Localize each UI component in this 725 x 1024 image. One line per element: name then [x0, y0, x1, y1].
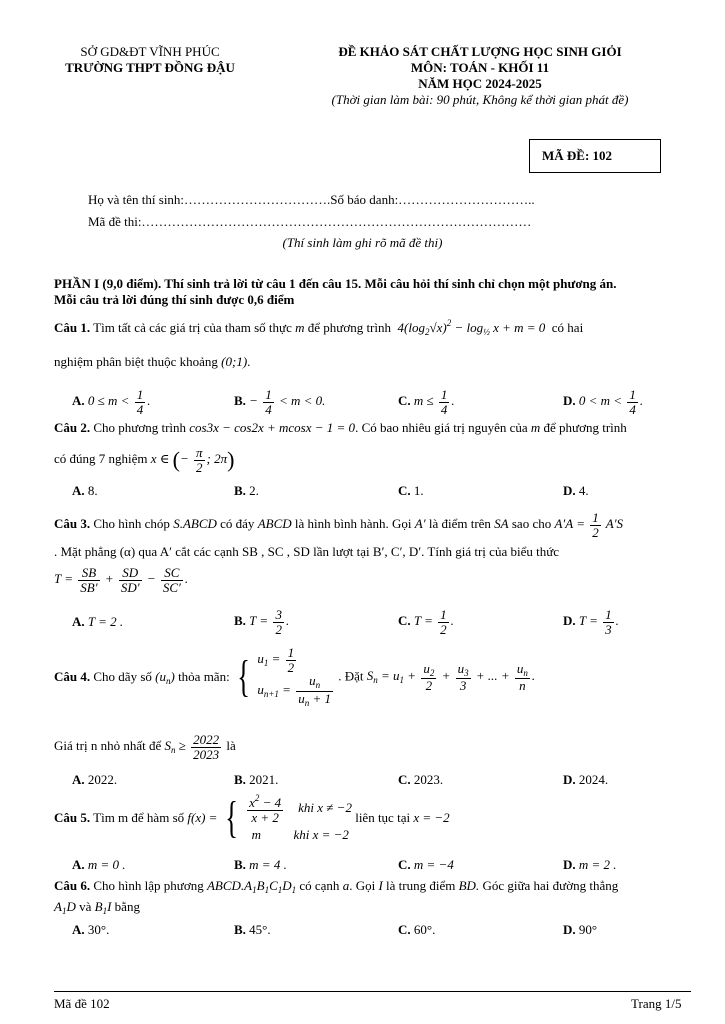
exam-code-box: MÃ ĐỀ: 102: [529, 139, 661, 173]
part1-heading: PHẦN I (9,0 điểm). Thí sinh trả lời từ câu 1 đến câu 15. Mỗi câu hỏi thí sinh chỉ chọn một phương án.: [54, 276, 617, 291]
q4-stem: Câu 4. Cho dãy số $(u_n)$ thỏa mãn: { $u_1$ = $\frac{1}{2}$ $u_{n+1}$ = $\frac{u_n}{u_n + 1}$ . Đặt $S_n = u_1$ + $\frac{u_2}{2}$ + $\frac{u_3}{3}$ + ... + $\frac{u_n}{n}$ .: [54, 645, 536, 708]
time-note: (Thời gian làm bài: 90 phút, Không kể thời gian phát đề): [331, 92, 629, 107]
header-right: [270, 44, 690, 108]
q5-option-d[interactable]: D. m = 2 .: [563, 857, 617, 872]
footer-page-number: Trang 1/5: [631, 996, 682, 1011]
exam-year: NĂM HỌC 2024-2025: [418, 76, 542, 91]
school-name: TRƯỜNG THPT ĐỒNG ĐẬU: [65, 60, 235, 75]
q2-stem: Câu 2. Cho phương trình cos3x − cos2x + mcosx − 1 = 0. Có bao nhiêu giá trị nguyên của m để phương trình: [54, 420, 627, 435]
q3-option-a[interactable]: A. T = 2 .: [72, 614, 124, 629]
q5-option-c[interactable]: C. m = −4: [398, 857, 454, 872]
q1-option-a[interactable]: A. 0 ≤ m < $\frac{1}{4}$ .: [72, 387, 151, 417]
q6-stem-2: $A_1D$ và $B_1I$ bằng: [54, 899, 140, 916]
q3-expression: T = $\frac{SB}{SB'}$ + $\frac{SD}{SD'}$ − $\frac{SC}{SC'}$ .: [54, 565, 189, 595]
footer-exam-code: Mã đề 102: [54, 996, 110, 1011]
q5-option-a[interactable]: A. m = 0 .: [72, 857, 126, 872]
q1-equation: $4(\log_2√x)^2 - \log_{\frac{1}{2}} x + m = 0$: [394, 318, 549, 337]
exam-subject: MÔN: TOÁN - KHỐI 11: [410, 60, 550, 75]
q6-label: Câu 6.: [54, 878, 91, 893]
q6-stem: Câu 6. Cho hình lập phương $ABCD.A_1B_1C_1D_1$ có cạnh a. Gọi I là trung điểm BD. Góc giữa hai đường thẳng: [54, 878, 619, 895]
q1-stem-2: nghiệm phân biệt thuộc khoảng (0;1).: [54, 354, 251, 369]
q6-option-c[interactable]: C. 60°.: [398, 922, 436, 937]
q5-label: Câu 5.: [54, 810, 91, 826]
q3-option-d[interactable]: D. T = $\frac{1}{3}$ .: [563, 607, 619, 637]
q2-option-a[interactable]: A. 8.: [72, 483, 98, 498]
q2-label: Câu 2.: [54, 420, 91, 435]
q6-option-b[interactable]: B. 45°.: [234, 922, 271, 937]
q2-stem-2: có đúng 7 nghiệm x ∈ (− $\frac{\pi}{2}$ ; 2π): [54, 445, 235, 475]
q5-option-b[interactable]: B. m = 4 .: [234, 857, 287, 872]
q3-option-b[interactable]: B. T = $\frac{3}{2}$ .: [234, 607, 290, 637]
q5-stem: Câu 5. Tìm m để hàm số f(x) = { $\frac{x^2 - 4}{x + 2}$ khi x ≠ −2 m khi x = −2 liên tục tại x = −2: [54, 793, 450, 843]
department-name: SỞ GD&ĐT VĨNH PHÚC: [80, 44, 220, 59]
footer-divider: [54, 991, 691, 992]
q1-option-d[interactable]: D. 0 < m < $\frac{1}{4}$ .: [563, 387, 644, 417]
q3-label: Câu 3.: [54, 516, 91, 532]
q4-option-b[interactable]: B. 2021.: [234, 772, 279, 787]
q4-option-d[interactable]: D. 2024.: [563, 772, 609, 787]
q3-stem-2: . Mặt phẳng (α) qua A′ cắt các cạnh SB , SC , SD lần lượt tại B′, C′, D′. Tính giá trị của biểu thức: [54, 544, 560, 559]
q2-option-b[interactable]: B. 2.: [234, 483, 259, 498]
q6-option-d[interactable]: D. 90°: [563, 922, 598, 937]
q4-stem-2: Giá trị n nhỏ nhất để $S_n$ ≥ $\frac{2022}{2023}$ là: [54, 732, 236, 762]
q2-option-d[interactable]: D. 4.: [563, 483, 589, 498]
q1-option-c[interactable]: C. m ≤ $\frac{1}{4}$ .: [398, 387, 455, 417]
q3-stem: Câu 3. Cho hình chóp S.ABCD có đáy ABCD là hình bình hành. Gọi A′ là điểm trên SA sao cho A′A = $\frac{1}{2}$ A′S: [54, 510, 624, 540]
candidate-note: (Thí sinh làm ghi rõ mã đề thi): [282, 235, 443, 250]
q2-option-c[interactable]: C. 1.: [398, 483, 424, 498]
q1-option-b[interactable]: B. − $\frac{1}{4}$ < m < 0.: [234, 387, 326, 417]
q3-option-c[interactable]: C. T = $\frac{1}{2}$ .: [398, 607, 454, 637]
exam-title: ĐỀ KHẢO SÁT CHẤT LƯỢNG HỌC SINH GIỎI: [338, 44, 622, 59]
q4-label: Câu 4.: [54, 668, 91, 684]
exam-code-line: Mã đề thi:………………………………………………………………………………: [88, 214, 532, 229]
q1-stem: Câu 1. Tìm tất cả các giá trị của tham số thực m để phương trình $4(\log_2√x)^2 - \log_{\frac{1}{2}} x + m = 0$ có hai: [54, 318, 584, 337]
q4-option-c[interactable]: C. 2023.: [398, 772, 444, 787]
candidate-name-line: Họ và tên thí sinh:…………………………….Số báo danh:…………………………..: [88, 192, 535, 207]
header-left: [40, 44, 260, 76]
q4-option-a[interactable]: A. 2022.: [72, 772, 118, 787]
part1-heading-2: Mỗi câu trả lời đúng thí sinh được 0,6 điểm: [54, 292, 295, 307]
q6-option-a[interactable]: A. 30°.: [72, 922, 110, 937]
q1-label: Câu 1.: [54, 320, 91, 335]
